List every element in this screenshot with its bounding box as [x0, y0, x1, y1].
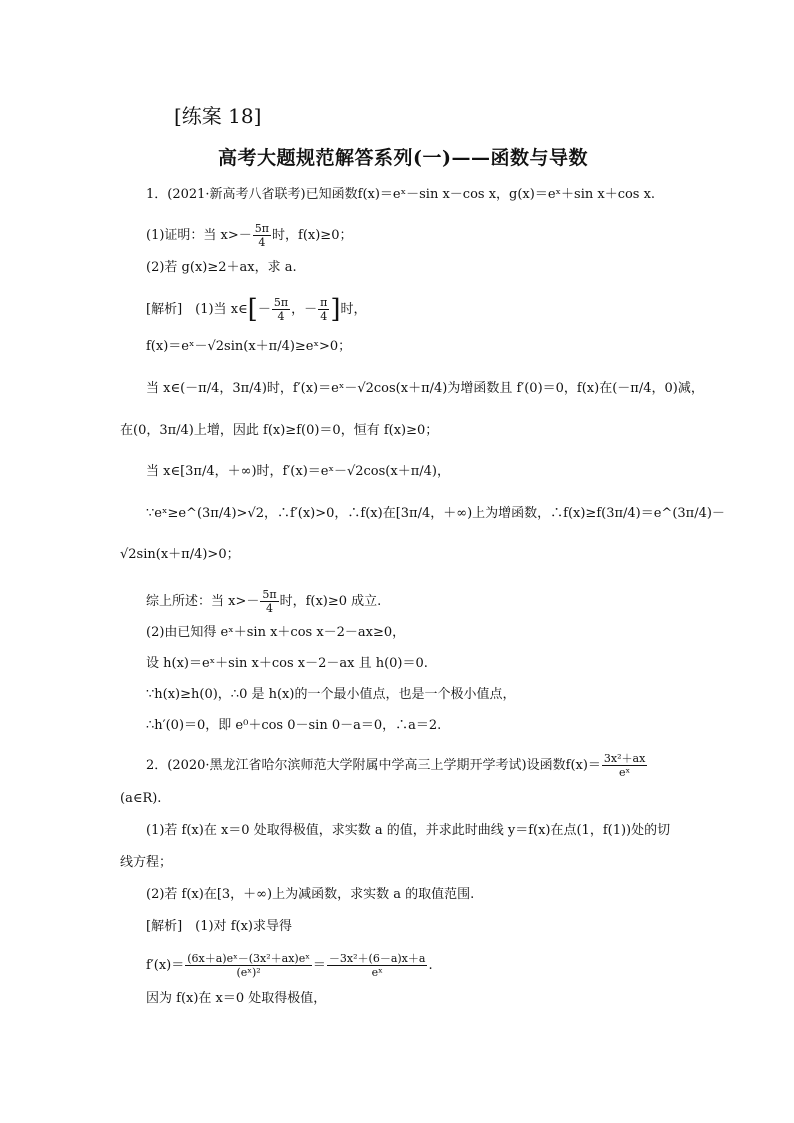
problem2-solution-line1: [解析] (1)对 f(x)求导得	[146, 919, 292, 934]
problem1-solution-line5: 当 x∈[3π/4，＋∞)时，f′(x)＝eˣ－√2cos(x＋π/4)，	[146, 464, 450, 479]
problem1-solution-line4: 在(0，3π/4)上增，因此 f(x)≥f(0)＝0，恒有 f(x)≥0；	[120, 423, 439, 438]
problem1-solution-line11: ∵h(x)≥h(0)，∴0 是 h(x)的一个最小值点，也是一个极小值点，	[146, 687, 516, 702]
problem2-part1: (1)若 f(x)在 x＝0 处取得极值，求实数 a 的值，并求此时曲线 y＝f(x)在点(1，f(1))处的切	[146, 823, 671, 838]
fraction-derivative-1: $\frac{\text{(6x＋a)eˣ－(3x²＋ax)eˣ}}{\text{(eˣ)²}}$	[187, 952, 310, 979]
problem1-solution-line10: 设 h(x)＝eˣ＋sin x＋cos x－2－ax 且 h(0)＝0.	[146, 656, 428, 671]
fraction-pi-over-4: $\frac{\pi}{4}$	[320, 296, 328, 323]
problem2-part2: (2)若 f(x)在[3，＋∞)上为减函数，求实数 a 的取值范围.	[146, 887, 475, 902]
fraction-derivative-2: $\frac{\text{－3x²＋(6－a)x＋a}}{\text{eˣ}}$	[328, 952, 426, 979]
problem2-solution-line3: 因为 f(x)在 x＝0 处取得极值，	[146, 991, 327, 1006]
problem1-solution-line1: [解析] (1)当 x∈[－ $\frac{5\pi}{4}$ ，－ $\frac{\pi}{4}$ ]时，	[146, 294, 367, 325]
fraction-5pi-over-4: $\frac{5\pi}{4}$	[273, 296, 289, 323]
problem1-part1-text: (1)证明：当 x>－	[146, 228, 252, 243]
problem1-part2: (2)若 g(x)≥2＋ax，求 a.	[146, 260, 297, 275]
fraction-5pi-over-4: $\frac{5\pi}{4}$	[254, 222, 270, 249]
problem2-stem-end: (a∈R).	[120, 791, 162, 806]
problem1-solution-line6: ∵eˣ≥e^(3π/4)>√2，∴f′(x)>0，∴f(x)在[3π/4，＋∞)上为增函数，∴f(x)≥f(3π/4)＝e^(3π/4)－	[146, 506, 725, 521]
problem1-solution-line8: 综上所述：当 x>－ $\frac{5\pi}{4}$ 时，f(x)≥0 成立.	[146, 588, 382, 615]
page-title: 高考大题规范解答系列(一)——函数与导数	[218, 147, 588, 169]
problem1-solution-line2: f(x)＝eˣ－√2sin(x＋π/4)≥eˣ>0；	[146, 339, 352, 354]
problem1-part1	[146, 222, 352, 249]
problem2-stem: 2．(2020·黑龙江省哈尔滨师范大学附属中学高三上学期开学考试)设函数f(x)＝ $\frac{\text{3x²＋ax}}{\text{eˣ}}$	[146, 752, 646, 779]
problem1-stem: 1．(2021·新高考八省联考)已知函数f(x)＝eˣ－sin x－cos x，g(x)＝eˣ＋sin x＋cos x.	[146, 187, 656, 202]
fraction-5pi-over-4: $\frac{5\pi}{4}$	[262, 588, 277, 615]
problem1-solution-line12: ∴h′(0)＝0，即 e⁰＋cos 0－sin 0－a＝0，∴a＝2.	[146, 718, 442, 733]
problem1-solution-line7: √2sin(x＋π/4)>0；	[120, 547, 240, 562]
problem2-solution-line2: f′(x)＝ $\frac{\text{(6x＋a)eˣ－(3x²＋ax)eˣ}}{\text{(eˣ)²}}$ ＝ $\frac{\text{－3x²＋(6－a)x＋a}}{\text{eˣ}}$ .	[146, 952, 433, 979]
problem2-part1-cont: 线方程；	[120, 855, 173, 870]
fraction-stem: $\frac{\text{3x²＋ax}}{\text{eˣ}}$	[603, 752, 646, 779]
problem1-solution-line3: 当 x∈(－π/4，3π/4)时，f′(x)＝eˣ－√2cos(x＋π/4)为增函数且 f′(0)＝0，f(x)在(－π/4，0)减，	[146, 381, 704, 396]
lesson-number: [练案 18]	[174, 104, 262, 128]
problem1-part1-text-end: 时，f(x)≥0；	[272, 228, 353, 243]
problem1-solution-line9: (2)由已知得 eˣ＋sin x＋cos x－2－ax≥0，	[146, 625, 406, 640]
